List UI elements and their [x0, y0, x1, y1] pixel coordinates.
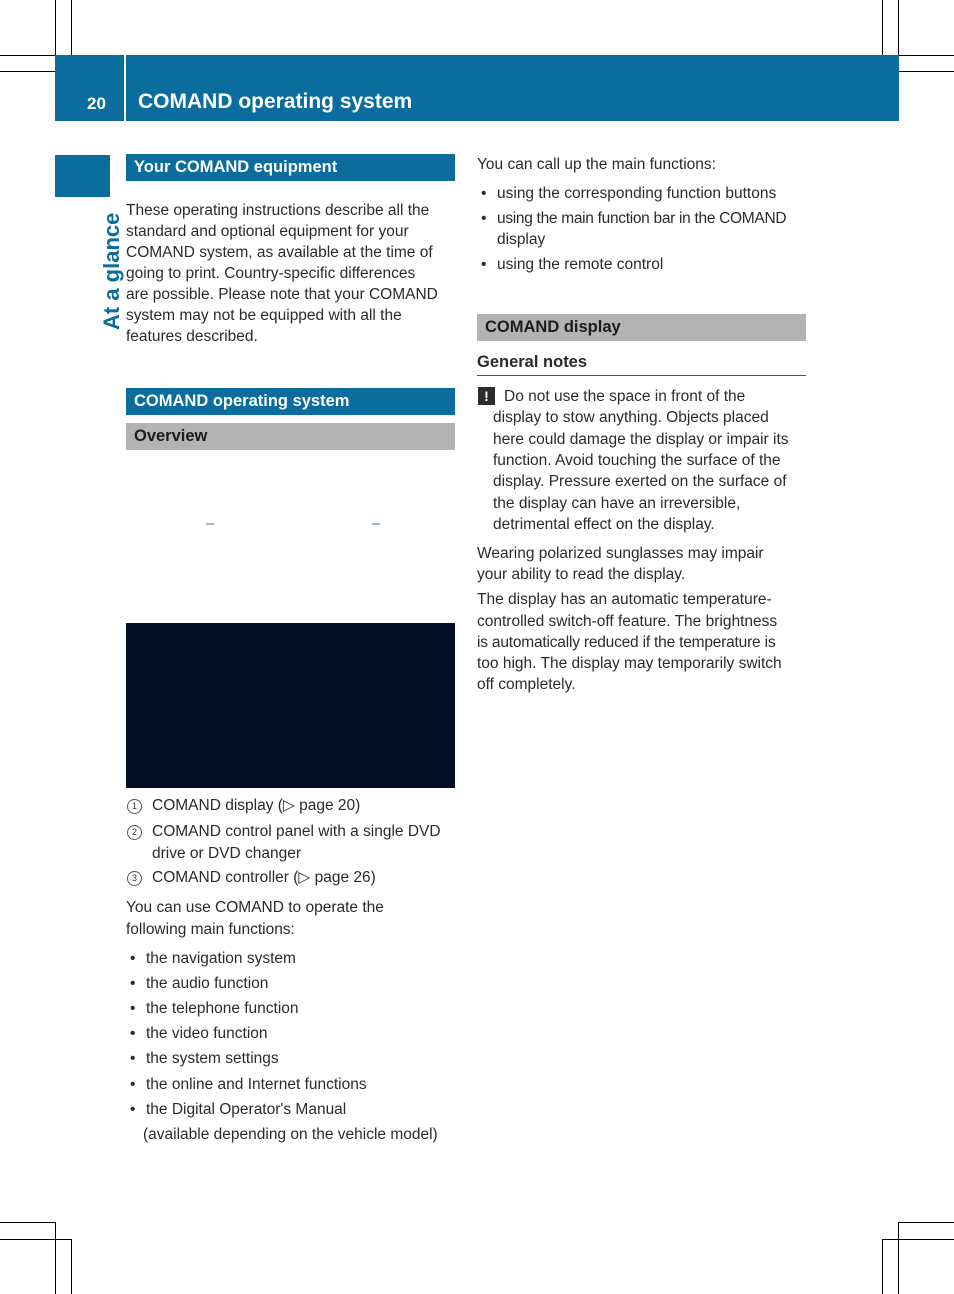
use-intro-line: following main functions: — [126, 921, 295, 938]
crop-mark — [882, 1239, 954, 1240]
crop-mark — [71, 1239, 72, 1294]
call-intro: You can call up the main functions: — [477, 156, 716, 173]
function-list-item: • the telephone function — [130, 998, 460, 1019]
callout-number: 2 — [127, 825, 142, 840]
overview-image-dark-area — [126, 623, 455, 788]
section-heading-equipment: Your COMAND equipment — [126, 154, 455, 181]
auto-off-text-line: is automatically reduced if the temperature is — [477, 634, 776, 651]
callout-number: 1 — [127, 799, 142, 814]
auto-off-text-line: too high. The display may temporarily switch — [477, 655, 782, 672]
bullet-dot: • — [130, 1076, 136, 1093]
crop-mark — [0, 71, 55, 72]
crop-mark — [899, 55, 954, 56]
subheading-rule — [477, 375, 806, 376]
function-list-item: • the audio function — [130, 973, 460, 994]
function-list-item: • the Digital Operator's Manual — [130, 1099, 460, 1120]
legend-item-2-continued: drive or DVD changer — [152, 845, 302, 862]
bullet-dot: • — [481, 185, 487, 202]
function-list-item: • the video function — [130, 1023, 460, 1044]
bullet-dot: • — [481, 256, 487, 273]
page-number: 20 — [87, 94, 106, 113]
warning-text-line: display to stow anything. Objects placed — [493, 409, 769, 426]
section-heading-display: COMAND display — [477, 314, 806, 341]
bullet-dot: • — [481, 210, 487, 227]
crop-mark — [0, 1239, 71, 1240]
crop-mark — [899, 1222, 954, 1223]
side-tab — [55, 155, 110, 197]
warning-text-line: the display can have an irreversible, — [493, 495, 741, 512]
warning-text-line: Do not use the space in front of the — [504, 388, 746, 405]
crop-mark — [882, 1239, 883, 1294]
bullet-dot: • — [130, 975, 136, 992]
call-method-item: • using the corresponding function buttons — [481, 183, 811, 204]
legend-item-1: COMAND display (▷ page 20) — [152, 797, 361, 814]
crop-mark — [55, 0, 56, 55]
crop-mark — [898, 1222, 899, 1294]
crop-mark — [899, 71, 954, 72]
text-line: standard and optional equipment for your — [126, 223, 409, 240]
subsection-heading-overview: Overview — [126, 423, 455, 450]
equipment-paragraph — [126, 200, 466, 347]
text-line: COMAND system, as available at the time of — [126, 244, 433, 261]
subheading-general-notes: General notes — [477, 353, 588, 371]
bullet-dot: • — [130, 950, 136, 967]
call-method-item: • using the remote control — [481, 254, 811, 275]
bullet-dot: • — [130, 1000, 136, 1017]
call-method-item: • using the main function bar in the COMAND display — [481, 210, 787, 249]
crop-mark — [0, 1222, 55, 1223]
crop-mark — [898, 0, 899, 55]
warning-text-line: function. Avoid touching the surface of the — [493, 452, 781, 469]
auto-off-text-line: The display has an automatic temperature- — [477, 591, 772, 608]
bullet-dot: • — [130, 1025, 136, 1042]
legend-item-2: COMAND control panel with a single DVD — [152, 823, 441, 840]
sunglasses-text-line: Wearing polarized sunglasses may impair — [477, 545, 764, 562]
function-list-item: • the system settings — [130, 1048, 460, 1069]
illustration-speck — [372, 523, 380, 525]
text-line: are possible. Please note that your COMAND — [126, 286, 438, 303]
header-title: COMAND operating system — [138, 90, 413, 113]
header-divider — [124, 55, 126, 121]
illustration-speck — [206, 523, 214, 525]
section-heading-operating-system: COMAND operating system — [126, 388, 455, 415]
text-line: These operating instructions describe all the — [126, 202, 430, 219]
warning-text-line: here could damage the display or impair its — [493, 431, 789, 448]
use-intro-line: You can use COMAND to operate the — [126, 899, 384, 916]
crop-mark — [0, 55, 55, 56]
function-list-item: • the online and Internet functions — [130, 1074, 460, 1095]
text-line: going to print. Country-specific differences — [126, 265, 416, 282]
callout-number: 3 — [127, 871, 142, 886]
sunglasses-text-line: your ability to read the display. — [477, 566, 686, 583]
side-tab-label: At a glance — [99, 212, 124, 330]
bullet-dot: • — [130, 1101, 136, 1118]
bullet-dot: • — [130, 1050, 136, 1067]
text-line: features described. — [126, 328, 258, 345]
crop-mark — [55, 1222, 56, 1294]
crop-mark — [882, 0, 883, 55]
auto-off-text-line: off completely. — [477, 676, 576, 693]
function-list-note: (available depending on the vehicle model) — [143, 1126, 438, 1143]
auto-off-text-line: controlled switch-off feature. The brightness — [477, 613, 778, 630]
warning-icon: ! — [478, 387, 495, 405]
warning-text-line: display. Pressure exerted on the surface of — [493, 473, 787, 490]
warning-text-line: detrimental effect on the display. — [493, 516, 715, 533]
function-list-item: • the navigation system — [130, 948, 460, 969]
legend-item-3: COMAND controller (▷ page 26) — [152, 869, 376, 886]
crop-mark — [71, 0, 72, 55]
text-line: system may not be equipped with all the — [126, 307, 402, 324]
